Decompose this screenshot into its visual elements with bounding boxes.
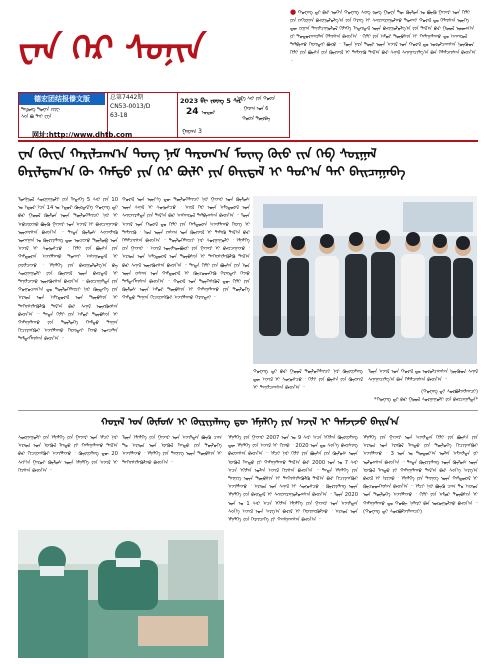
top-news-text: ᠬᠤᠸᠠᠩ ᠳᠢ ᠪᠠᠷ ᠤᠭᠡᠨ ᠬᠤᠸᠠᠩ ᠰᠢᠩ ᠵᠣᠩ ᠭᠤᠸᠠ ᠲᠦ ᠬᠦᠮᠦᠨ ᠤ ᠪᠦᠬᠦ ᠭᠠᠵᠠᠷ ᠤᠨ ᠬᠢᠯᠢ ᠶᠢᠨ ᠵᠠᠬᠢᠷᠭᠠᠨ ᠪᠠᠢᠭᠤᠯᠤᠯᠭ᠎ᠠ ᠵᠢᠨ ᠬᠡᠷᠡᠭ ᠢ ᠰᠠᠢᠵᠢᠷᠠᠭᠤᠯᠬᠤ ᠲᠤᠬᠠᠢ ᠬᠤᠷᠠᠯ ᠳᠤ ᠬᠡᠯᠡᠭᠰᠡᠨ ᠦᠭᠡ ᠳᠦ ᠵᠢᠭᠠᠨ ᠲᠠᠨᠢᠯᠴᠠᠭᠤᠯᠤᠯ ᠬᠢᠯᠡᠭᠡ ᠮᠡᠳᠡᠭᠳᠡᠯ ᠦᠨ ᠪᠠᠢᠭᠤᠯᠤᠯᠭ᠎ᠠ ᠶᠢᠨ ᠲᠠᠯ᠎ᠠ ᠪᠠᠷ ᠭᠣᠣᠯ ᠤᠳᠬ᠎ᠠ ᠶᠢ ᠲᠣᠳᠤᠷᠬᠠᠢᠯᠠᠨ ᠬᠡᠯᠡᠭᠰᠡᠨ ᠪᠠᠢᠨ᠎ᠠ ᠂ ᠬᠢᠯᠢ ᠶᠢᠨ ᠠᠮᠤᠷ ᠲᠦᠪᠰᠢᠨ ᠢ ᠬᠠᠮᠠᠭᠠᠯᠠᠬᠤ ᠳᠤ ᠠᠨᠬᠠᠷᠤᠯ ᠲᠠᠯᠪᠢᠬᠤ ᠬᠡᠷᠡᠭᠲᠡᠢ ᠪᠤᠶᠤ ᠃ ᠮᠥᠨ ᠨᠡᠷᠡ ᠲᠦᠷ ᠦᠨ ᠠᠵᠢᠯ ᠤᠨ ᠬᠤᠷᠠᠯ ᠳᠤ ᠣᠷᠣᠯᠴᠠᠭᠰᠠᠨ ᠨᠥᠭᠥᠳ ᠬᠢᠯᠢ ᠶᠢᠨ ᠪᠦᠰᠡ ᠶᠢᠨ ᠬᠥᠭᠵᠢᠯ ᠢ ᠳᠡᠮᠵᠢᠬᠦ ᠲᠠᠯ᠎ᠠ ᠪᠠᠷ ᠰᠠᠨᠠᠯ ᠰᠠᠨᠠᠭᠠᠴᠢᠯᠭ᠎ᠠ ᠪᠡᠨ ᠬᠡᠯᠡᠯᠴᠡᠭᠰᠡᠨ ᠪᠠᠢᠨ᠎ᠠ ᠃ [290,10,476,65]
meeting-photo [253,196,477,364]
article-2-headline: ᠬᠤᠷᠠᠯ ᠤᠨ ᠬᠦᠮᠦᠰ ᠢ ᠬᠦᠷᠢᠶᠡᠯᠡᠩ ᠳᠦ ᠡᠮᠨᠡᠯᠭᠡ ᠶᠢᠨ ᠠᠵᠢᠯ ᠢ ᠳᠡᠮᠵᠢᠵᠦ ᠪᠠᠢᠨ᠎ᠠ [100,417,400,428]
section-divider [18,410,478,411]
article-1-byline: (ᠬᠤᠸᠠᠩ ᠳᠢ ᠰᠤᠷᠪᠤᠯᠵᠢᠯᠠᠭᠴᠢ) [421,389,478,395]
year-value: 2023 [180,97,199,105]
bullet-icon: ● [290,8,297,16]
article-2-byline: (ᠬᠤᠸᠠᠩ ᠳᠢ ᠰᠤᠷᠪᠤᠯᠵᠢᠯᠠᠭᠴᠢ) [363,508,423,515]
medical-photo-illustration [18,530,224,658]
lunar-line-2: ᠭᠠᠷᠠᠭ ᠤᠨ 6 [243,107,269,112]
article-2-column-2: ᠮᠥᠨ ᠡᠮᠨᠡᠯᠭᠡ ᠶᠢᠨ ᠭᠠᠵᠠᠷ ᠤᠨ ᠠᠵᠢᠯᠲᠠᠨ ᠪᠦᠬᠦ ᠴᠠᠭ ᠲᠤ ᠠᠷᠠᠳ ᠤᠨ ᠡᠷᠡᠭᠦᠯ ᠮᠡᠨᠳᠦ ᠶᠢᠨ ᠲᠥᠯᠦᠭᠡ ᠠᠵᠢᠯᠯᠠᠵᠤ ᠂ ᠡᠮᠨᠡᠯᠭᠡ ᠶᠢᠨ ᠲᠡᠬᠨᠢᠭ ᠦᠨ ᠳᠦᠪᠰᠢᠨ ᠢ ᠳᠡᠭᠡᠭᠰᠢᠯᠡᠭᠦᠯᠵᠦ ᠪᠠᠢᠨ᠎ᠠ ᠃ [122,435,222,466]
website-url[interactable]: 网址:http://www.dhtb.com [32,131,133,139]
headline-line-1: ᠸᠠᠨ ᠬᠦᠸᠠ ᠬᠠᠷᠢᠯᠴᠠᠭ᠎ᠠ ᠲᠤᠩ ᠨᠠᠮ ᠳᠠᠷᠤᠭ᠎ᠠ ᠮᠦᠩ ᠬᠦᠦ ᠵᠢᠨ ᠬᠡᠪ ᠰᠤᠷᠭᠠᠯ [18,147,377,162]
article-1-middle-column: ᠬᠤᠷᠠᠯ ᠤᠨ ᠦᠶ᠎ᠡ ᠳᠦ ᠲᠥᠯᠦᠭᠡᠯᠡᠭᠴᠢ ᠨᠠᠷ ᠭᠠᠵᠠᠷ ᠤᠨ ᠬᠦᠮᠦᠰ ᠦᠨ ᠰᠠᠨᠠᠯ ᠢ ᠰᠣᠨᠤᠰᠴᠤ ᠂ ᠠᠢᠯ ᠭᠡᠷ ᠦᠨ ᠠᠮᠢᠳᠤᠷᠠᠯ ᠤᠨ ᠰᠠᠢᠵᠢᠷᠠᠯᠲᠠ ᠶᠢᠨ ᠲᠠᠯ᠎ᠠ ᠪᠠᠷ ᠠᠩᠬᠠᠷᠤᠯ ᠲᠠᠯᠪᠢᠭᠰᠠᠨ ᠪᠠᠢᠨ᠎ᠠ ᠃ ᠮᠥᠨ ᠠᠵᠢᠯ ᠤᠨ ᠬᠤᠷᠠᠯ ᠳᠤ ᠬᠢᠯᠢ ᠶᠢᠨ ᠬᠠᠮᠲᠤᠷᠠᠨ ᠠᠵᠢᠯᠯᠠᠬᠤ ᠬᠡᠷᠡᠭ ᠢ ᠳᠡᠮᠵᠢᠬᠦ ᠂ ᠡᠳ ᠦᠨ ᠵᠠᠰᠠᠭ ᠤᠨ ᠬᠥᠭᠵᠢᠯ ᠢ ᠲᠡᠯᠡᠬᠦ ᠲᠠᠯ᠎ᠠ ᠪᠠᠷ ᠬᠡᠯᠡᠯᠴᠡᠭᠰᠡᠨ ᠪᠠᠢᠨ᠎ᠠ ᠃ ᠲᠥᠯᠦᠭᠡᠯᠡᠭᠴᠢ ᠨᠠᠷ ᠰᠤᠷᠭᠠᠭᠤᠯᠢ ᠂ ᠡᠮᠨᠡᠯᠭᠡ ᠶᠢᠨ ᠭᠠᠵᠠᠷ ᠂ ᠠᠵᠢᠯ ᠦᠢᠯᠡᠳᠪᠦᠷᠢ ᠶᠢᠨ ᠭᠠᠵᠠᠷ ᠢ ᠪᠠᠢᠴᠠᠭᠠᠵᠤ ᠂ ᠠᠷᠠᠳ ᠤᠨ ᠠᠮᠢᠳᠤᠷᠠᠯ ᠤᠨ ᠳᠦᠪᠰᠢᠨ ᠢ ᠳᠡᠭᠡᠭᠰᠢᠯᠡᠭᠦᠯᠬᠦ ᠲᠠᠯ᠎ᠠ ᠪᠠᠷ ᠰᠠᠨᠠᠯ ᠥᠭᠭᠦᠭᠰᠡᠨ ᠪᠠᠢᠨ᠎ᠠ ᠃ ᠲᠡᠳᠡ ᠬᠢᠯᠢ ᠶᠢᠨ ᠪᠦᠰᠡ ᠶᠢᠨ ᠡᠳ ᠦᠨ ᠵᠠᠰᠠᠭ ᠤᠨ ᠬᠠᠮᠲᠤᠷᠠᠯ ᠢ ᠬᠦᠴᠦᠳᠬᠡᠬᠦ ᠬᠡᠷᠡᠭᠲᠡᠢ ᠭᠡᠵᠦ ᠲᠡᠮᠳᠡᠭᠯᠡᠭᠰᠡᠨ ᠪᠠᠢᠨ᠎ᠠ ᠃ ᠬᠤᠷᠠᠯ ᠤᠨ ᠲᠥᠭᠡᠰᠬᠦᠯ ᠳᠦ ᠬᠢᠯᠢ ᠶᠢᠨ ᠬᠦᠮᠦᠰ ᠦᠨ ᠠᠮᠤᠷ ᠲᠦᠪᠰᠢᠨ ᠢ ᠬᠠᠮᠠᠭᠠᠯᠠᠬᠤ ᠶᠢᠨ ᠲᠥᠯᠦᠭᠡ ᠬᠠᠮᠲᠤ ᠳᠠᠭᠠᠨ ᠬᠢᠴᠢᠶᠡᠩᠭᠦᠢ ᠠᠵᠢᠯᠯᠠᠬᠤ ᠬᠡᠷᠡᠭᠲᠡᠢ ᠃ [122,197,250,302]
meeting-photo-illustration [253,196,477,364]
edition-subtitle [21,107,111,121]
article-1-below-photo-right: ᠮᠥᠨ ᠠᠵᠢᠯ ᠤᠨ ᠬᠤᠷᠠᠯ ᠳᠤ ᠣᠷᠣᠯᠴᠠᠭᠰᠠᠨ ᠨᠥᠭᠥᠳ ᠰᠠᠨᠠᠯ ᠰᠠᠨᠠᠭᠠᠴᠢᠯᠭ᠎ᠠ ᠪᠡᠨ ᠬᠡᠯᠡᠯᠴᠡᠭᠰᠡᠨ ᠪᠠᠢᠨ᠎ᠠ ᠃ [368,369,478,384]
edition-subtitle-line-1: ᠳᠡᠾᠦᠩ ᠲᠤᠸᠠᠨ ᠵᠢᠶᠸ [21,107,60,113]
issue-number: 总第7442期 [110,94,144,101]
day-value: 24 [186,107,199,117]
masthead [15,14,286,84]
main-headline [18,146,478,182]
headline-line-2: ᠪᠠᠷᠢᠯᠳᠠᠭ᠎ᠠ ᠬᠦ ᠬᠠᠮᠲᠤ ᠶᠢᠨ ᠭᠡᠷ ᠪᠦᠯᠢ ᠶᠢᠨ ᠪᠠᠢᠳᠠᠯ ᠢ ᠳᠤᠷ᠎ᠠ ᠲᠠᠢ ᠪᠠᠢᠴᠠᠭᠠᠪᠠ [18,165,406,180]
date-weekday: ᠭᠠᠷᠠᠭ 3 [182,128,203,135]
year-suffix: ᠪᠢ ᠵᠦᠩ 5 ᠰᠠᠷ [200,97,243,105]
photo-caption: *ᠬᠤᠸᠠᠩ ᠳᠢ ᠪᠠᠷ ᠭᠣᠣᠯ ᠰᠤᠷᠭᠠᠭᠤᠯᠢ ᠶᠢᠨ ᠪᠠᠢᠴᠠᠭᠠᠯᠲᠠ* [373,397,478,403]
lunar-date [224,95,288,125]
date-box [177,93,290,137]
edition-name: 德宏团结报傣文版 [19,93,105,105]
cn-number: CN53-0013/D [110,103,151,110]
article-2-column-1: ᠰᠤᠷᠭᠠᠭᠤᠯᠢ ᠶᠢᠨ ᠡᠮᠨᠡᠯᠭᠡ ᠶᠢᠨ ᠭᠠᠵᠠᠷ ᠤᠨ ᠡᠮᠴᠢ ᠨᠠᠷ ᠠᠷᠠᠳ ᠤᠨ ᠡᠷᠡᠭᠦᠯ ᠮᠡᠨᠳᠦ ᠶᠢ ᠬᠠᠮᠠᠭᠠᠯᠠᠬᠤ ᠲᠠᠯ᠎ᠠ ᠪᠠᠷ ᠬᠢᠴᠢᠶᠡᠩᠭᠦᠢ ᠠᠵᠢᠯᠯᠠᠵᠤ ᠂ ᠬᠦᠷᠢᠶᠡᠯᠡᠩ ᠳᠦ 20 ᠰᠠᠶ᠎ᠠ ᠭᠠᠷᠤᠢ ᠬᠦᠮᠦᠰ ᠦᠨ ᠡᠮᠨᠡᠯᠭᠡ ᠶᠢᠨ ᠠᠵᠢᠯ ᠢ ᠬᠢᠭᠰᠡᠨ ᠪᠠᠢᠨ᠎ᠠ ᠃ [18,435,118,474]
edition-subtitle-line-2: ᠰᠢᠨ ᠪᠤ ᠲᠠᠢ ᠸᠧᠨ [21,114,52,120]
article-2-column-4 [363,434,478,656]
article-2-column-3: ᠡᠮᠨᠡᠯᠭᠡ ᠶᠢᠨ ᠭᠠᠵᠠᠷ 2007 ᠣᠨ ᠤ 9 ᠰᠠᠷ ᠠᠴᠠ ᠡᠬᠢᠯᠡᠨ ᠬᠦᠷᠢᠶᠡᠯᠡᠩ ᠳᠦ ᠡᠮᠨᠡᠯᠭᠡ ᠶᠢᠨ ᠠᠵᠢᠯ ᠢ ᠬᠢᠵᠦ ᠂ 2020 ᠣᠨ ᠳᠤ ᠰᠢᠨ᠎ᠡ ᠪᠠᠢᠰᠢᠩ ᠪᠠᠷᠢᠭᠰᠠᠨ ᠪᠠᠢᠨ᠎ᠠ ᠃ ᠡᠮᠴᠢ ᠨᠠᠷ ᠬᠢᠯᠢ ᠶᠢᠨ ᠪᠦᠰᠡ ᠶᠢᠨ ᠬᠦᠮᠦᠰ ᠦᠨ ᠡᠷᠡᠭᠦᠯ ᠮᠡᠨᠳᠦ ᠶᠢ ᠬᠠᠮᠠᠭᠠᠯᠠᠬᠤ ᠲᠠᠯ᠎ᠠ ᠪᠠᠷ 2000 ᠣᠨ ᠤ 7 ᠰᠠᠷ ᠠᠴᠠ ᠡᠬᠢᠯᠡᠨ ᠣᠯᠠᠨ ᠠᠵᠢᠯ ᠬᠢᠭᠰᠡᠨ ᠪᠠᠢᠨ᠎ᠠ ᠃ ᠲᠡᠳᠡ ᠡᠮᠨᠡᠯᠭᠡ ᠶᠢᠨ ᠲᠡᠬᠨᠢᠭ ᠦᠨ ᠳᠦᠪᠰᠢᠨ ᠢ ᠳᠡᠭᠡᠭᠰᠢᠯᠡᠭᠦᠯᠬᠦ ᠲᠠᠯ᠎ᠠ ᠪᠠᠷ ᠬᠢᠴᠢᠶᠡᠩᠭᠦᠢ ᠠᠵᠢᠯᠯᠠᠵᠤ ᠂ ᠠᠷᠠᠳ ᠤᠨ ᠰᠠᠨᠠᠯ ᠢ ᠰᠣᠨᠤᠰᠴᠤ ᠂ ᠬᠦᠷᠢᠶᠡᠯᠡᠩ ᠦᠨ ᠡᠮᠨᠡᠯᠭᠡ ᠶᠢᠨ ᠪᠠᠢᠳᠠᠯ ᠢ ᠰᠠᠢᠵᠢᠷᠠᠭᠤᠯᠤᠭᠰᠠᠨ ᠪᠠᠢᠨ᠎ᠠ ᠃ ᠮᠥᠨ 2020 ᠣᠨ ᠤ 1 ᠰᠠᠷ ᠠᠴᠠ ᠡᠬᠢᠯᠡᠨ ᠡᠮᠨᠡᠯᠭᠡ ᠶᠢᠨ ᠭᠠᠵᠠᠷ ᠤᠨ ᠠᠵᠢᠯᠲᠠᠨ ᠰᠢᠨ᠎ᠡ ᠠᠵᠢᠯ ᠤᠨ ᠠᠷᠭ᠎ᠠ ᠪᠠᠷᠢᠯ ᠢ ᠬᠡᠷᠡᠭᠵᠢᠭᠦᠯᠵᠦ ᠂ ᠠᠷᠠᠳ ᠤᠨ ᠡᠮᠨᠡᠯᠭᠡ ᠶᠢᠨ ᠬᠡᠷᠡᠭᠴᠡᠭᠡ ᠶᠢ ᠬᠠᠩᠭᠠᠭᠰᠠᠨ ᠪᠠᠢᠨ᠎ᠠ ᠃ [228,435,358,524]
header-divider [18,140,478,142]
article-2-column-4-text: ᠡᠮᠨᠡᠯᠭᠡ ᠶᠢᠨ ᠭᠠᠵᠠᠷ ᠤᠨ ᠠᠵᠢᠯᠲᠠᠨ ᠬᠢᠯᠢ ᠶᠢᠨ ᠪᠦᠰᠡ ᠶᠢᠨ ᠠᠷᠠᠳ ᠤᠨ ᠡᠷᠡᠭᠦᠯ ᠮᠡᠨᠳᠦ ᠶᠢᠨ ᠲᠥᠯᠦᠭᠡ ᠬᠢᠴᠢᠶᠡᠩᠭᠦᠢ ᠠᠵᠢᠯᠯᠠᠵᠤ ᠂ 3 ᠣᠨ ᠤ ᠳᠣᠲᠣᠷ᠎ᠠ ᠣᠯᠠᠨ ᠠᠮᠵᠢᠯᠲᠠ ᠶᠢ ᠣᠯᠤᠭᠰᠠᠨ ᠪᠠᠢᠨ᠎ᠠ ᠃ ᠲᠡᠳᠡ ᠬᠦᠷᠢᠶᠡᠯᠡᠩ ᠦᠨ ᠬᠦᠮᠦᠰ ᠦᠨ ᠡᠷᠡᠭᠦᠯ ᠮᠡᠨᠳᠦ ᠶᠢ ᠬᠠᠮᠠᠭᠠᠯᠠᠬᠤ ᠲᠠᠯ᠎ᠠ ᠪᠠᠷ ᠰᠢᠨ᠎ᠡ ᠠᠷᠭ᠎ᠠ ᠪᠠᠷᠢᠯ ᠢ ᠡᠷᠢᠵᠦ ᠂ ᠡᠮᠨᠡᠯᠭᠡ ᠶᠢᠨ ᠲᠡᠬᠨᠢᠭ ᠦᠨ ᠬᠠᠮᠲᠤᠷᠠᠯ ᠢ ᠬᠦᠴᠦᠳᠬᠡᠭᠰᠡᠨ ᠪᠠᠢᠨ᠎ᠠ ᠃ ᠡᠮᠴᠢ ᠨᠠᠷ ᠪᠦᠬᠦ ᠴᠠᠭ ᠲᠤ ᠠᠷᠠᠳ ᠤᠨ ᠲᠥᠯᠦᠭᠡ ᠠᠵᠢᠯᠯᠠᠵᠤ ᠂ ᠬᠢᠯᠢ ᠶᠢᠨ ᠠᠮᠤᠷ ᠲᠦᠪᠰᠢᠨ ᠢ ᠬᠠᠮᠠᠭᠠᠯᠠᠬᠤ ᠳᠤ ᠬᠤᠪᠢ ᠨᠡᠮᠡᠷᠢ ᠪᠡᠨ ᠣᠷᠣᠭᠤᠯᠵᠤ ᠪᠠᠢᠨ᠎ᠠ ᠃ [363,435,478,507]
top-news-brief [290,8,476,138]
article-1-below-photo-left: ᠬᠤᠸᠠᠩ ᠳᠢ ᠪᠠᠷ ᠭᠣᠣᠯ ᠲᠥᠯᠦᠭᠡᠯᠡᠭᠴᠢ ᠨᠠᠷ ᠬᠦᠷᠢᠶᠡᠯᠡᠩ ᠳᠦ ᠠᠵᠢᠯ ᠢ ᠰᠣᠨᠤᠰᠴᠤ ᠂ ᠬᠢᠯᠢ ᠶᠢᠨ ᠪᠦᠰᠡ ᠶᠢᠨ ᠬᠥᠭᠵᠢᠯ ᠢ ᠲᠠᠨᠢᠯᠴᠠᠭᠰᠠᠨ ᠪᠠᠢᠨ᠎ᠠ ᠃ [253,369,363,392]
postal-code: 63-18 [110,112,128,119]
day-suffix: ᠤᠳᠦᠷ [201,110,216,116]
article-1-lead-column: ᠮᠣᠩᠭᠣᠯ ᠰᠤᠷᠭᠠᠭᠤᠯᠢ ᠶᠢᠨ ᠮᠡᠳᠡᠭᠡ 5 ᠰᠠᠷ ᠶᠢᠨ 10 ᠤ ᠡᠳᠦᠷ ᠡᠴᠡ 14 ᠤ ᠡᠳᠦᠷ ᠬᠦᠷᠲᠡᠯ᠎ᠡ ᠬᠤᠸᠠᠩ ᠳᠢ ᠪᠠᠷ ᠭᠣᠣᠯ ᠬᠦᠮᠦᠨ ᠦᠨ ᠲᠦᠯᠦᠭᠡᠯᠡᠭᠴᠢ ᠨᠠᠷ ᠢ ᠠᠪᠴᠢᠷᠠᠵᠤ ᠪᠦᠬᠦ ᠭᠠᠵᠠᠷ ᠤᠨ ᠠᠵᠢᠯ ᠢ ᠪᠠᠢᠴᠠᠭᠠᠵᠤ ᠦᠵᠡᠭᠰᠡᠨ ᠪᠠᠢᠨ᠎ᠠ ᠃ ᠲᠡᠳᠡ ᠬᠦᠮᠦᠰ ᠰᠢᠨᠵᠢᠯᠡᠬᠦ ᠤᠬᠠᠭᠠᠨ ᠤ ᠬᠦᠷᠢᠶᠡᠯᠡᠩ ᠳᠦ ᠣᠴᠢᠵᠤ ᠳᠦᠯᠦᠪ ᠤᠨ ᠠᠵᠢᠯ ᠢ ᠰᠣᠨᠤᠰᠴᠤ ᠂ ᠬᠢᠯᠢ ᠶᠢᠨ ᠪᠦᠰᠡ ᠶᠢᠨ ᠬᠠᠮᠲᠤᠷᠠᠨ ᠠᠵᠢᠯᠯᠠᠬᠤ ᠲᠤᠬᠠᠢ ᠠᠰᠠᠭᠤᠳᠠᠯ ᠢ ᠶᠠᠷᠢᠯᠴᠠᠵᠤ ᠂ ᠡᠮᠨᠡᠯᠭᠡ ᠶᠢᠨ ᠪᠠᠢᠭᠤᠯᠤᠯᠭ᠎ᠠ ᠪᠠ ᠰᠤᠷᠭᠠᠭᠤᠯᠢ ᠶᠢᠨ ᠬᠥᠭᠵᠢᠯ ᠦᠨ ᠪᠠᠢᠳᠠᠯ ᠢ ᠲᠠᠨᠢᠯᠴᠠᠵᠤ ᠥᠭᠭᠦᠭᠰᠡᠨ ᠪᠠᠢᠨ᠎ᠠ ᠃ ᠪᠠᠢᠴᠠᠭᠠᠯᠲᠠ ᠶᠢᠨ ᠬᠤᠭᠤᠴᠠᠭ᠎ᠠ ᠳᠤ ᠲᠥᠯᠦᠭᠡᠯᠡᠭᠴᠢ ᠨᠠᠷ ᠬᠥᠳᠡᠭᠡ ᠶᠢᠨ ᠠᠷᠠᠳ ᠤᠨ ᠠᠮᠢᠳᠤᠷᠠᠯ ᠤᠨ ᠳᠦᠪᠰᠢᠨ ᠢ ᠳᠡᠭᠡᠭᠰᠢᠯᠡᠭᠦᠯᠬᠦ ᠲᠠᠯ᠎ᠠ ᠪᠠᠷ ᠰᠠᠨᠠᠯ ᠥᠭᠭᠦᠭᠰᠡᠨ ᠪᠠᠢᠨ᠎ᠠ ᠃ ᠲᠡᠳᠡ ᠬᠢᠯᠢ ᠶᠢᠨ ᠠᠮᠤᠷ ᠲᠦᠪᠰᠢᠨ ᠢ ᠬᠠᠮᠠᠭᠠᠯᠠᠬᠤ ᠶᠢᠨ ᠲᠥᠯᠦᠭᠡ ᠬᠠᠮᠲᠤ ᠳᠠᠭᠠᠨ ᠬᠢᠴᠢᠶᠡᠩᠭᠦᠢ ᠠᠵᠢᠯᠯᠠᠬᠤ ᠬᠡᠷᠡᠭᠲᠡᠢ ᠭᠡᠵᠦ ᠣᠨᠴᠠᠯᠠᠨ ᠲᠡᠮᠳᠡᠭᠯᠡᠭᠰᠡᠨ ᠪᠠᠢᠨ᠎ᠠ ᠃ [18,197,118,343]
date-day [186,107,215,117]
article-1-byline-caption [368,387,478,403]
lunar-line-1: ᠨᠢᠭᠡ ᠰᠠᠷ ᠶᠢᠨ ᠬᠤᠷᠢᠨ [236,97,276,102]
lunar-line-3: ᠬᠤᠷᠢᠨ ᠳᠦᠷᠪᠡ [241,117,271,122]
medical-photo [18,530,224,658]
masthead-title: ᠸᠠᠨ ᠭᠡᠷ ᠰᠣᠨᠢᠨ [15,29,207,69]
